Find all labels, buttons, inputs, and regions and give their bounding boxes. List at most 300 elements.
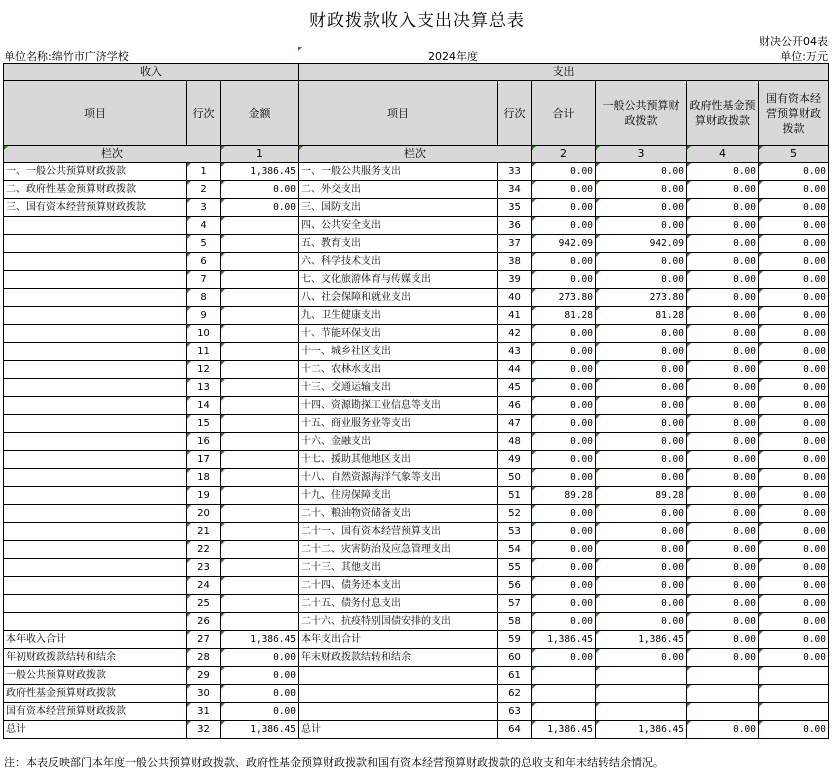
income-line-cell: 19	[187, 487, 221, 505]
income-item-cell: 二、政府性基金预算财政拨款	[4, 181, 187, 199]
expense-item-cell: 十七、援助其他地区支出	[299, 451, 498, 469]
general-budget-cell: 0.00	[596, 163, 687, 181]
form-number: 财决公开04表	[759, 35, 828, 48]
income-line-cell: 5	[187, 235, 221, 253]
expense-line-cell: 45	[498, 379, 532, 397]
income-amount-cell: 0.00	[221, 685, 299, 703]
income-line-cell: 15	[187, 415, 221, 433]
expense-header: 支出	[299, 64, 829, 81]
general-budget-header: 一般公共预算财政拨款	[596, 81, 687, 146]
expense-total-cell: 0.00	[532, 271, 596, 289]
general-budget-cell: 0.00	[596, 559, 687, 577]
soe-budget-cell: 0.00	[759, 289, 829, 307]
income-line-cell: 31	[187, 703, 221, 721]
fund-budget-cell: 0.00	[687, 307, 759, 325]
general-budget-cell: 0.00	[596, 325, 687, 343]
expense-item-cell: 本年支出合计	[299, 631, 498, 649]
income-line-cell: 29	[187, 667, 221, 685]
soe-budget-cell: 0.00	[759, 235, 829, 253]
income-item-cell: 年初财政拨款结转和结余	[4, 649, 187, 667]
table-row	[4, 649, 829, 667]
general-budget-cell: 0.00	[596, 469, 687, 487]
income-amount-cell	[221, 217, 299, 235]
table-row	[4, 325, 829, 343]
col-label-income: 栏次	[4, 146, 221, 163]
table-row	[4, 271, 829, 289]
expense-item-cell: 十三、交通运输支出	[299, 379, 498, 397]
expense-item-cell: 十二、农林水支出	[299, 361, 498, 379]
fund-budget-cell: 0.00	[687, 235, 759, 253]
soe-budget-cell: 0.00	[759, 487, 829, 505]
income-line-cell: 25	[187, 595, 221, 613]
fund-budget-header: 政府性基金预算财政拨款	[687, 81, 759, 146]
fund-budget-cell: 0.00	[687, 487, 759, 505]
expense-item-cell: 二十三、其他支出	[299, 559, 498, 577]
col-index-2: 2	[532, 146, 596, 163]
income-line-cell: 16	[187, 433, 221, 451]
expense-total-cell: 0.00	[532, 181, 596, 199]
income-amount-cell	[221, 487, 299, 505]
soe-budget-cell: 0.00	[759, 397, 829, 415]
col-index-3: 3	[596, 146, 687, 163]
soe-budget-cell: 0.00	[759, 613, 829, 631]
income-amount-cell	[221, 451, 299, 469]
fund-budget-cell: 0.00	[687, 451, 759, 469]
general-budget-cell: 0.00	[596, 379, 687, 397]
expense-total-cell: 1,386.45	[532, 721, 596, 739]
fund-budget-cell: 0.00	[687, 415, 759, 433]
income-amount-cell	[221, 595, 299, 613]
fund-budget-cell: 0.00	[687, 379, 759, 397]
col-index-4: 4	[687, 146, 759, 163]
table-row	[4, 217, 829, 235]
income-amount-cell	[221, 343, 299, 361]
expense-total-cell: 942.09	[532, 235, 596, 253]
income-line-cell: 27	[187, 631, 221, 649]
expense-item-header: 项目	[299, 81, 498, 146]
income-header: 收入	[4, 64, 299, 81]
expense-total-cell: 0.00	[532, 397, 596, 415]
table-row	[4, 253, 829, 271]
income-line-cell: 11	[187, 343, 221, 361]
income-amount-cell	[221, 505, 299, 523]
col-label-expense: 栏次	[299, 146, 532, 163]
soe-budget-cell	[759, 685, 829, 703]
expense-total-cell: 89.28	[532, 487, 596, 505]
income-line-cell: 10	[187, 325, 221, 343]
income-line-cell: 9	[187, 307, 221, 325]
expense-total-cell: 0.00	[532, 559, 596, 577]
income-amount-cell: 0.00	[221, 199, 299, 217]
expense-total-cell: 0.00	[532, 325, 596, 343]
income-amount-cell: 1,386.45	[221, 721, 299, 739]
soe-budget-cell: 0.00	[759, 217, 829, 235]
income-amount-cell: 1,386.45	[221, 163, 299, 181]
soe-budget-cell: 0.00	[759, 415, 829, 433]
table-row	[4, 505, 829, 523]
income-line-cell: 21	[187, 523, 221, 541]
expense-total-cell: 0.00	[532, 379, 596, 397]
income-amount-cell	[221, 559, 299, 577]
income-item-cell	[4, 577, 187, 595]
expense-line-cell: 53	[498, 523, 532, 541]
col-index-1: 1	[221, 146, 299, 163]
expense-line-cell: 41	[498, 307, 532, 325]
income-amount-cell: 0.00	[221, 181, 299, 199]
income-line-cell: 1	[187, 163, 221, 181]
general-budget-cell	[596, 667, 687, 685]
general-budget-cell: 0.00	[596, 595, 687, 613]
income-item-cell	[4, 559, 187, 577]
expense-total-cell: 0.00	[532, 469, 596, 487]
soe-budget-cell: 0.00	[759, 559, 829, 577]
fund-budget-cell: 0.00	[687, 361, 759, 379]
expense-item-cell: 二十一、国有资本经营预算支出	[299, 523, 498, 541]
col-index-5: 5	[759, 146, 829, 163]
expense-item-cell: 十、节能环保支出	[299, 325, 498, 343]
soe-budget-cell: 0.00	[759, 595, 829, 613]
expense-item-cell	[299, 667, 498, 685]
report-year: 2024年度	[428, 50, 478, 63]
expense-item-cell: 一、一般公共服务支出	[299, 163, 498, 181]
expense-item-cell	[299, 685, 498, 703]
soe-budget-cell: 0.00	[759, 541, 829, 559]
expense-item-cell: 五、教育支出	[299, 235, 498, 253]
soe-budget-cell: 0.00	[759, 253, 829, 271]
income-amount-cell	[221, 397, 299, 415]
fund-budget-cell: 0.00	[687, 325, 759, 343]
soe-budget-cell: 0.00	[759, 379, 829, 397]
unit-row	[0, 47, 834, 62]
general-budget-cell: 0.00	[596, 181, 687, 199]
income-item-cell	[4, 397, 187, 415]
general-budget-cell: 81.28	[596, 307, 687, 325]
income-item-cell	[4, 217, 187, 235]
soe-budget-cell: 0.00	[759, 361, 829, 379]
expense-item-cell: 二十五、债务付息支出	[299, 595, 498, 613]
expense-line-cell: 37	[498, 235, 532, 253]
income-amount-cell	[221, 271, 299, 289]
expense-line-cell: 56	[498, 577, 532, 595]
income-line-cell: 30	[187, 685, 221, 703]
income-amount-cell	[221, 253, 299, 271]
fund-budget-cell: 0.00	[687, 505, 759, 523]
table-row	[4, 613, 829, 631]
header-row-1	[4, 64, 829, 81]
general-budget-cell: 0.00	[596, 577, 687, 595]
finance-table	[3, 63, 829, 739]
income-item-cell	[4, 379, 187, 397]
expense-line-cell: 63	[498, 703, 532, 721]
income-line-cell: 28	[187, 649, 221, 667]
income-item-cell: 政府性基金预算财政拨款	[4, 685, 187, 703]
general-budget-cell: 0.00	[596, 451, 687, 469]
expense-item-cell: 总计	[299, 721, 498, 739]
expense-line-cell: 52	[498, 505, 532, 523]
income-item-cell	[4, 343, 187, 361]
soe-budget-cell: 0.00	[759, 469, 829, 487]
income-item-cell	[4, 469, 187, 487]
expense-total-cell: 0.00	[532, 361, 596, 379]
fund-budget-cell: 0.00	[687, 181, 759, 199]
income-item-cell	[4, 253, 187, 271]
soe-budget-cell: 0.00	[759, 163, 829, 181]
income-line-cell: 26	[187, 613, 221, 631]
fund-budget-cell: 0.00	[687, 613, 759, 631]
income-amount-cell	[221, 523, 299, 541]
income-item-cell	[4, 505, 187, 523]
income-line-cell: 3	[187, 199, 221, 217]
expense-item-cell: 二、外交支出	[299, 181, 498, 199]
soe-budget-cell: 0.00	[759, 325, 829, 343]
soe-budget-cell: 0.00	[759, 505, 829, 523]
fund-budget-cell: 0.00	[687, 577, 759, 595]
income-item-cell	[4, 415, 187, 433]
expense-total-cell: 0.00	[532, 343, 596, 361]
fund-budget-cell: 0.00	[687, 541, 759, 559]
soe-budget-cell	[759, 667, 829, 685]
income-item-cell	[4, 487, 187, 505]
general-budget-cell: 0.00	[596, 199, 687, 217]
expense-line-cell: 54	[498, 541, 532, 559]
soe-budget-cell: 0.00	[759, 523, 829, 541]
income-item-header: 项目	[4, 81, 187, 146]
expense-total-cell: 0.00	[532, 541, 596, 559]
general-budget-cell: 0.00	[596, 397, 687, 415]
income-amount-cell	[221, 307, 299, 325]
expense-line-cell: 61	[498, 667, 532, 685]
income-amount-cell	[221, 361, 299, 379]
soe-budget-cell: 0.00	[759, 649, 829, 667]
expense-total-cell: 81.28	[532, 307, 596, 325]
soe-budget-header: 国有资本经营预算财政拨款	[759, 81, 829, 146]
income-item-cell: 一般公共预算财政拨款	[4, 667, 187, 685]
fund-budget-cell	[687, 685, 759, 703]
table-row	[4, 235, 829, 253]
expense-line-cell: 39	[498, 271, 532, 289]
income-amount-cell	[221, 613, 299, 631]
expense-line-cell: 33	[498, 163, 532, 181]
expense-line-cell: 50	[498, 469, 532, 487]
expense-line-cell: 44	[498, 361, 532, 379]
income-line-cell: 8	[187, 289, 221, 307]
expense-total-cell: 0.00	[532, 595, 596, 613]
expense-line-cell: 34	[498, 181, 532, 199]
expense-total-cell: 0.00	[532, 451, 596, 469]
expense-line-cell: 51	[498, 487, 532, 505]
general-budget-cell: 0.00	[596, 505, 687, 523]
report-title: 财政拨款收入支出决算总表	[309, 11, 525, 31]
table-row	[4, 433, 829, 451]
expense-line-cell: 55	[498, 559, 532, 577]
expense-line-cell: 57	[498, 595, 532, 613]
income-item-cell	[4, 541, 187, 559]
general-budget-cell: 0.00	[596, 415, 687, 433]
soe-budget-cell: 0.00	[759, 433, 829, 451]
table-row	[4, 289, 829, 307]
expense-total-cell: 0.00	[532, 415, 596, 433]
expense-total-cell: 273.80	[532, 289, 596, 307]
soe-budget-cell: 0.00	[759, 343, 829, 361]
soe-budget-cell: 0.00	[759, 577, 829, 595]
fund-budget-cell	[687, 703, 759, 721]
fund-budget-cell: 0.00	[687, 163, 759, 181]
fund-budget-cell: 0.00	[687, 649, 759, 667]
general-budget-cell: 0.00	[596, 523, 687, 541]
income-amount-cell	[221, 325, 299, 343]
income-item-cell	[4, 325, 187, 343]
income-amount-cell	[221, 235, 299, 253]
table-row	[4, 181, 829, 199]
general-budget-cell: 0.00	[596, 361, 687, 379]
fund-budget-cell	[687, 667, 759, 685]
expense-item-cell: 十一、城乡社区支出	[299, 343, 498, 361]
fund-budget-cell: 0.00	[687, 523, 759, 541]
expense-item-cell: 三、国防支出	[299, 199, 498, 217]
general-budget-cell: 1,386.45	[596, 631, 687, 649]
column-index-row	[4, 146, 829, 163]
income-line-cell: 24	[187, 577, 221, 595]
expense-item-cell: 十八、自然资源海洋气象等支出	[299, 469, 498, 487]
fund-budget-cell: 0.00	[687, 289, 759, 307]
income-line-cell: 17	[187, 451, 221, 469]
income-item-cell: 总计	[4, 721, 187, 739]
general-budget-cell: 0.00	[596, 253, 687, 271]
expense-line-cell: 62	[498, 685, 532, 703]
fund-budget-cell: 0.00	[687, 595, 759, 613]
expense-line-cell: 46	[498, 397, 532, 415]
money-unit: 单位:万元	[780, 50, 828, 63]
expense-total-cell: 0.00	[532, 253, 596, 271]
general-budget-cell: 0.00	[596, 217, 687, 235]
expense-item-cell: 二十四、债务还本支出	[299, 577, 498, 595]
income-amount-cell: 0.00	[221, 703, 299, 721]
expense-line-cell: 40	[498, 289, 532, 307]
expense-total-header: 合计	[532, 81, 596, 146]
table-row	[4, 397, 829, 415]
income-amount-cell	[221, 379, 299, 397]
expense-total-cell: 0.00	[532, 199, 596, 217]
table-row	[4, 361, 829, 379]
expense-total-cell: 0.00	[532, 523, 596, 541]
soe-budget-cell: 0.00	[759, 181, 829, 199]
table-row	[4, 721, 829, 739]
expense-item-cell: 十九、住房保障支出	[299, 487, 498, 505]
table-row	[4, 469, 829, 487]
income-line-cell: 22	[187, 541, 221, 559]
soe-budget-cell: 0.00	[759, 721, 829, 739]
fund-budget-cell: 0.00	[687, 721, 759, 739]
expense-line-cell: 38	[498, 253, 532, 271]
unit-name: 单位名称:绵竹市广济学校	[4, 50, 129, 63]
table-row	[4, 541, 829, 559]
fund-budget-cell: 0.00	[687, 559, 759, 577]
fund-budget-cell: 0.00	[687, 469, 759, 487]
income-amount-cell	[221, 469, 299, 487]
header-row-2	[4, 81, 829, 146]
expense-total-cell	[532, 703, 596, 721]
general-budget-cell: 273.80	[596, 289, 687, 307]
fund-budget-cell: 0.00	[687, 271, 759, 289]
expense-line-cell: 35	[498, 199, 532, 217]
expense-line-cell: 49	[498, 451, 532, 469]
expense-line-cell: 59	[498, 631, 532, 649]
general-budget-cell: 0.00	[596, 541, 687, 559]
income-line-cell: 6	[187, 253, 221, 271]
general-budget-cell	[596, 703, 687, 721]
fund-budget-cell: 0.00	[687, 343, 759, 361]
table-row	[4, 703, 829, 721]
income-item-cell	[4, 433, 187, 451]
income-line-cell: 13	[187, 379, 221, 397]
fund-budget-cell: 0.00	[687, 397, 759, 415]
income-item-cell: 三、国有资本经营预算财政拨款	[4, 199, 187, 217]
income-item-cell	[4, 451, 187, 469]
income-item-cell	[4, 307, 187, 325]
expense-total-cell: 0.00	[532, 613, 596, 631]
soe-budget-cell: 0.00	[759, 307, 829, 325]
income-item-cell: 国有资本经营预算财政拨款	[4, 703, 187, 721]
expense-total-cell: 0.00	[532, 505, 596, 523]
expense-line-cell: 36	[498, 217, 532, 235]
expense-total-cell: 0.00	[532, 577, 596, 595]
income-amount-cell	[221, 415, 299, 433]
expense-total-cell	[532, 685, 596, 703]
expense-total-cell: 0.00	[532, 163, 596, 181]
expense-item-cell: 年末财政拨款结转和结余	[299, 649, 498, 667]
expense-item-cell: 四、公共安全支出	[299, 217, 498, 235]
income-item-cell: 一、一般公共预算财政拨款	[4, 163, 187, 181]
expense-line-cell: 47	[498, 415, 532, 433]
fund-budget-cell: 0.00	[687, 217, 759, 235]
income-amount-cell: 0.00	[221, 667, 299, 685]
income-item-cell	[4, 361, 187, 379]
fund-budget-cell: 0.00	[687, 253, 759, 271]
table-row	[4, 631, 829, 649]
expense-item-cell: 六、科学技术支出	[299, 253, 498, 271]
table-row	[4, 595, 829, 613]
expense-total-cell: 0.00	[532, 433, 596, 451]
table-row	[4, 199, 829, 217]
general-budget-cell: 0.00	[596, 271, 687, 289]
income-line-cell: 2	[187, 181, 221, 199]
expense-item-cell: 七、文化旅游体育与传媒支出	[299, 271, 498, 289]
income-amount-cell	[221, 541, 299, 559]
table-row	[4, 487, 829, 505]
income-amount-cell: 0.00	[221, 649, 299, 667]
cell-marker	[298, 47, 302, 51]
expense-total-cell: 0.00	[532, 649, 596, 667]
general-budget-cell: 0.00	[596, 433, 687, 451]
general-budget-cell: 89.28	[596, 487, 687, 505]
soe-budget-cell: 0.00	[759, 451, 829, 469]
income-item-cell	[4, 271, 187, 289]
soe-budget-cell	[759, 703, 829, 721]
footnote: 注：本表反映部门本年度一般公共预算财政拨款、政府性基金预算财政拨款和国有资本经营预算财政拨款的总收支和年末结转结余情况。	[4, 756, 664, 769]
table-row	[4, 415, 829, 433]
expense-total-cell: 0.00	[532, 217, 596, 235]
income-line-header: 行次	[187, 81, 221, 146]
table-row	[4, 163, 829, 181]
income-item-cell	[4, 235, 187, 253]
expense-total-cell: 1,386.45	[532, 631, 596, 649]
income-amount-cell	[221, 577, 299, 595]
income-line-cell: 20	[187, 505, 221, 523]
income-amount-cell	[221, 289, 299, 307]
expense-item-cell: 二十、粮油物资储备支出	[299, 505, 498, 523]
expense-item-cell: 二十六、抗疫特别国债安排的支出	[299, 613, 498, 631]
income-line-cell: 14	[187, 397, 221, 415]
